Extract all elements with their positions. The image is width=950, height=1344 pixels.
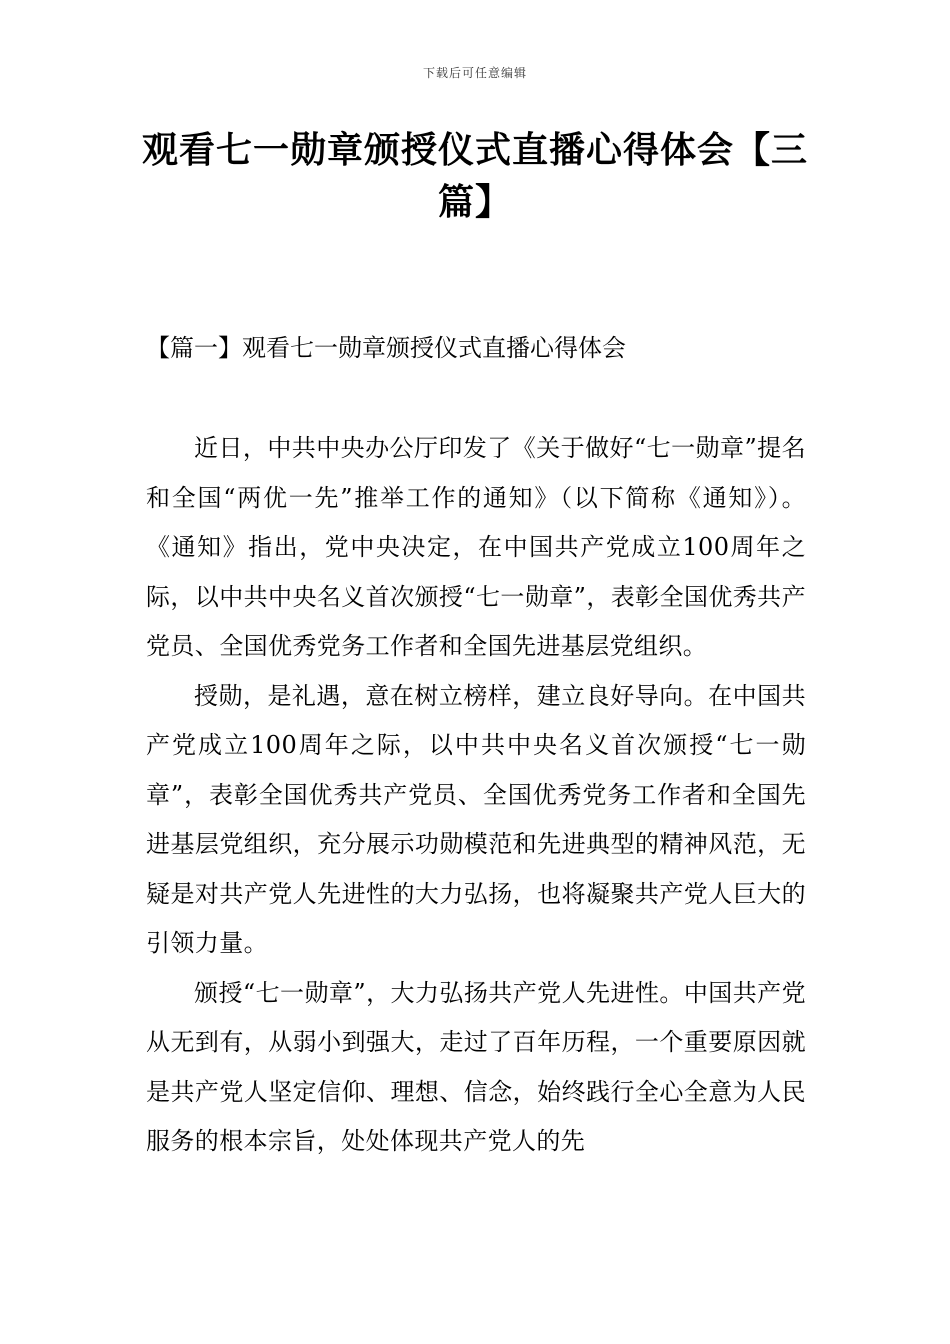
paragraph: 近日，中共中央办公厅印发了《关于做好“七一勋章”提名和全国“两优一先”推举工作的通知》（以下简称《通知》）。《通知》指出，党中央决定，在中国共产党成立100周年之际，以中共中央名义首次颁授“七一勋章”，表彰全国优秀共产党员、全国优秀党务工作者和全国先进基层党组织。	[146, 434, 806, 660]
section-heading: 【篇一】观看七一勋章颁授仪式直播心得体会	[146, 334, 626, 362]
body-text	[146, 424, 806, 1167]
document-title: 观看七一勋章颁授仪式直播心得体会【三篇】	[141, 129, 808, 223]
header-note: 下载后可任意编辑	[422, 66, 527, 80]
paragraph: 授勋，是礼遇，意在树立榜样，建立良好导向。在中国共产党成立100周年之际，以中共中央名义首次颁授“七一勋章”，表彰全国优秀共产党员、全国优秀党务工作者和全国先进基层党组织，充分展示功勋模范和先进典型的精神风范，无疑是对共产党人先进性的大力弘扬，也将凝聚共产党人巨大的引领力量。	[146, 681, 806, 957]
paragraph: 颁授“七一勋章”，大力弘扬共产党人先进性。中国共产党从无到有，从弱小到强大，走过了百年历程，一个重要原因就是共产党人坚定信仰、理想、信念，始终践行全心全意为人民服务的根本宗旨，处处体现共产党人的先	[146, 978, 806, 1155]
